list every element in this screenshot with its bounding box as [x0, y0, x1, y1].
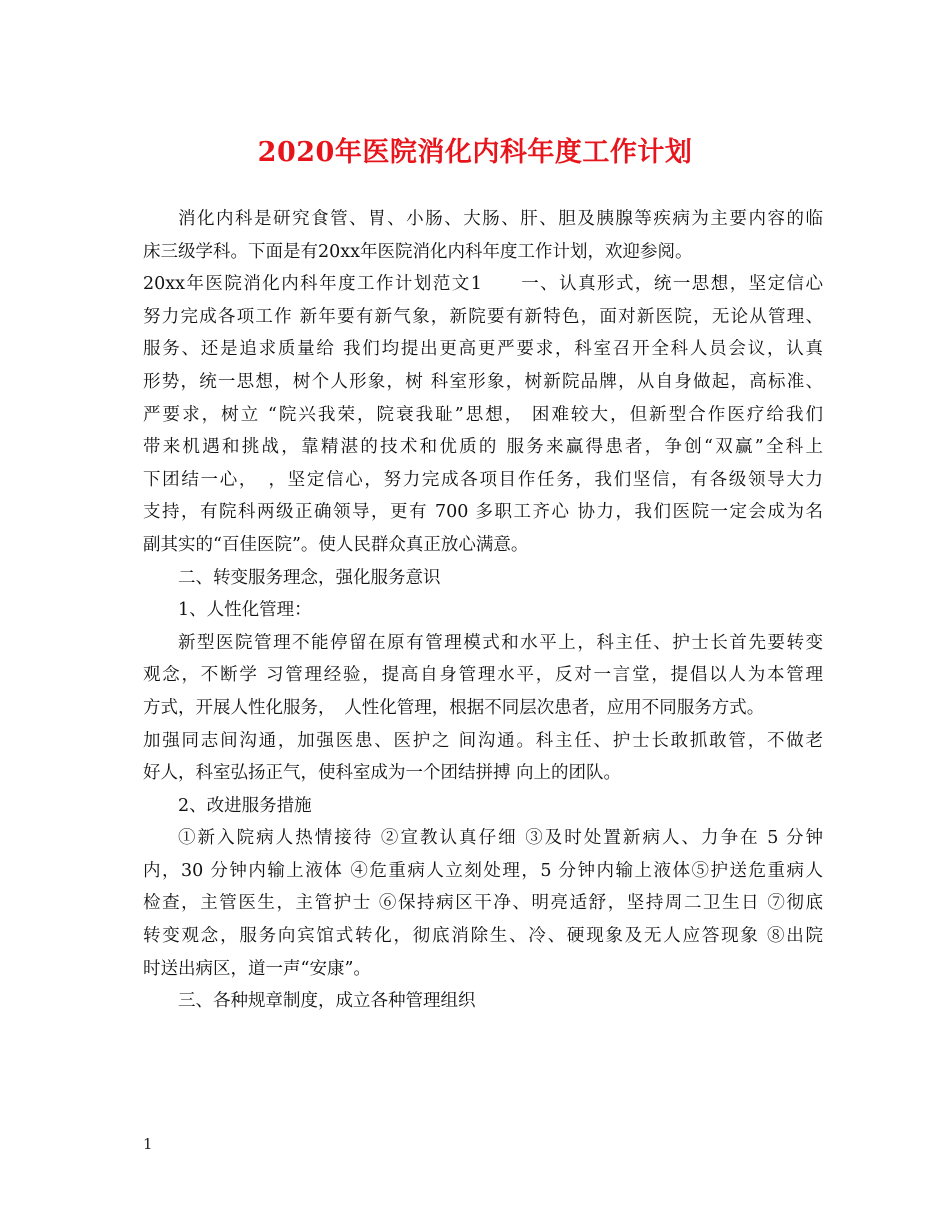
body-line: 新型医院管理不能停留在原有管理模式和水平上，科主任、护士长首先要转变 [178, 632, 823, 653]
body-line: 床三级学科。下面是有20xx年医院消化内科年度工作计划，欢迎参阅。 [143, 241, 693, 262]
body-line: ①新入院病人热情接待 ②宣教认真仔细 ③及时处置新病人、力争在 5 分钟 [178, 828, 823, 849]
body-line: 消化内科是研究食管、胃、小肠、大肠、肝、胆及胰腺等疾病为主要内容的临 [178, 209, 823, 229]
body-line: 转变观念，服务向宾馆式转化，彻底消除生、冷、硬现象及无人应答现象 ⑧出院 [143, 926, 823, 947]
body-line: 检查，主管医生，主管护士 ⑥保持病区干净、明亮适舒，坚持周二卫生日 ⑦彻底 [143, 893, 823, 914]
body-line: 时送出病区，道一声“安康”。 [143, 958, 371, 979]
subsection-heading: 2、改进服务措施 [178, 795, 312, 816]
body-line: 形势，统一思想，树个人形象，树 科室形象，树新院品牌，从自身做起，高标准、 [143, 371, 823, 392]
body-line: 观念，不断学 习管理经验，提高自身管理水平，反对一言堂，提倡以人为本管理 [143, 665, 823, 686]
section-heading: 三、各种规章制度，成立各种管理组织 [178, 991, 476, 1012]
body-line: 好人，科室弘扬正气，使科室成为一个团结拼搏 向上的团队。 [143, 763, 622, 784]
body-line: 严要求，树立 “院兴我荣，院衰我耻”思想， 困难较大，但新型合作医疗给我们 [143, 404, 823, 425]
body-line: 服务、还是追求质量给 我们均提出更高更严要求，科室召开全科人员会议，认真 [143, 339, 823, 360]
body-line: 支持，有院科两级正确领导，更有 700 多职工齐心 协力，我们医院一定会成为名 [143, 502, 823, 523]
body-line: 内，30 分钟内输上液体 ④危重病人立刻处理，5 分钟内输上液体⑤护送危重病人 [143, 860, 823, 881]
subsection-heading: 1、人性化管理： [178, 600, 312, 621]
body-line: 努力完成各项工作 新年要有新气象，新院要有新特色，面对新医院，无论从管理、 [143, 306, 823, 327]
body-line: 加强同志间沟通，加强医患、医护之 间沟通。科主任、护士长敢抓敢管，不做老 [143, 730, 823, 751]
body-line: 20xx年医院消化内科年度工作计划范文1 一、认真形式，统一思想，坚定信心 [143, 274, 823, 295]
page-number: 1 [143, 1135, 153, 1153]
body-line: 带来机遇和挑战，靠精湛的技术和优质的 服务来赢得患者，争创“双赢”全科上 [143, 437, 823, 458]
body-line: 副其实的“百佳医院”。使人民群众真正放心满意。 [143, 534, 529, 555]
document-title: 2020年医院消化内科年度工作计划 [257, 137, 693, 168]
section-heading: 二、转变服务理念，强化服务意识 [178, 567, 441, 588]
body-line: 下团结一心， ，坚定信心，努力完成各项目作任务，我们坚信，有各级领导大力 [143, 469, 823, 490]
body-line: 方式，开展人性化服务， 人性化管理，根据不同层次患者，应用不同服务方式。 [143, 697, 765, 718]
document-body [143, 203, 823, 1018]
